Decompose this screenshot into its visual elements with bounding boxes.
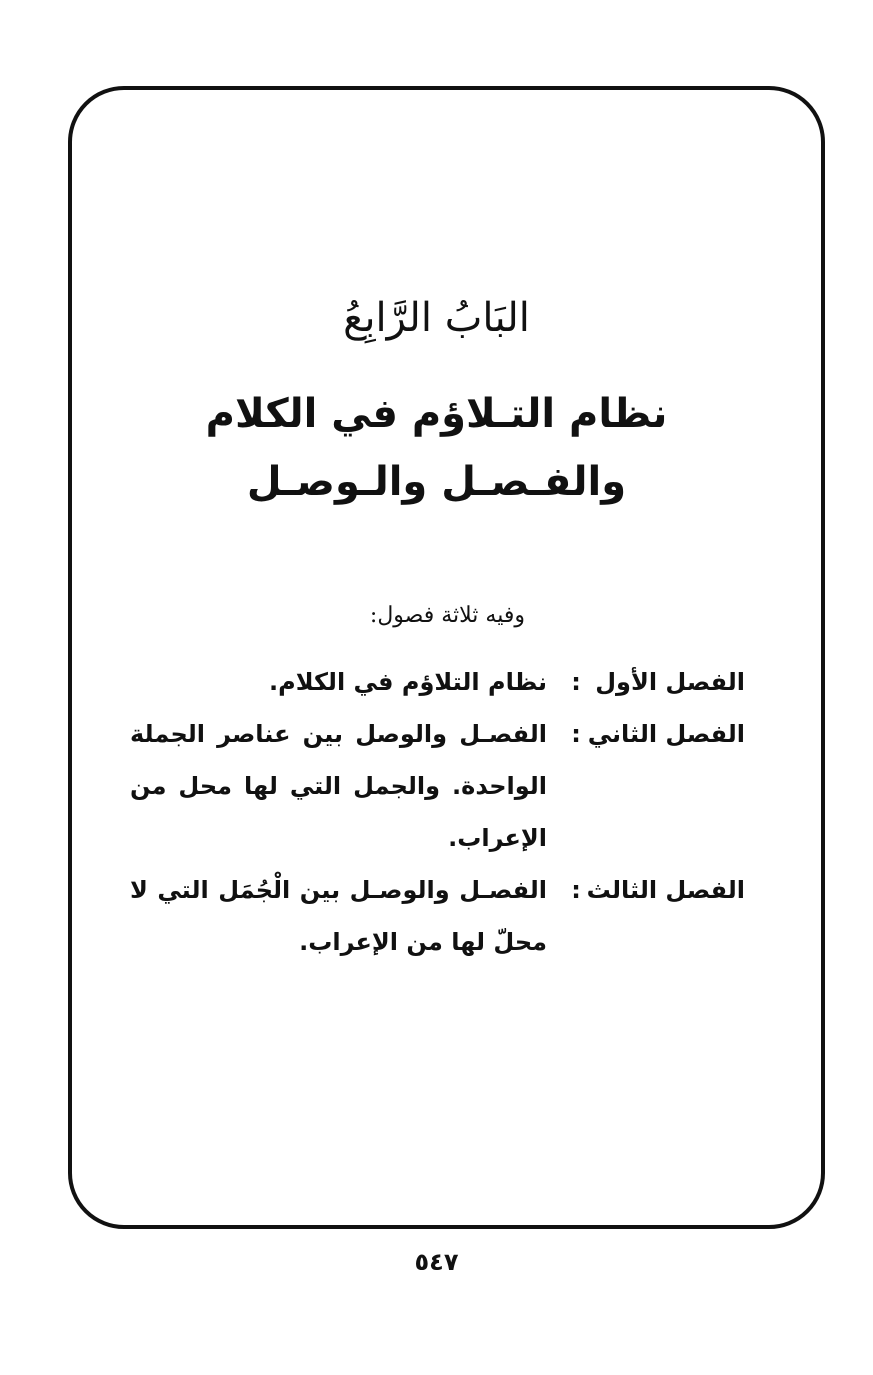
section-name: الفصل الثاني <box>587 720 745 748</box>
chapter-title-line-1: نظام التـلاؤم في الكلام <box>205 391 668 437</box>
page-number: ٥٤٧ <box>414 1248 459 1276</box>
section-row <box>130 708 745 864</box>
section-colon: : <box>571 720 581 748</box>
section-name: الفصل الأول <box>595 668 745 696</box>
section-row <box>130 864 745 968</box>
section-row <box>130 656 745 708</box>
section-description: الفصـل والوصل بين عناصر الجملة الواحدة. والجمل التي لها محل من الإعراب. <box>130 720 547 852</box>
sections-list <box>130 656 745 968</box>
intro-text: وفيه ثلاثة فصول: <box>369 603 525 628</box>
section-description: الفصـل والوصـل بين الْجُمَل التي لا محلّ لها من الإعراب. <box>130 876 547 956</box>
chapter-label: البَابُ الرَّابِعُ <box>343 295 530 341</box>
chapter-title-line-2: والفـصـل والـوصـل <box>246 459 627 505</box>
section-description: نظام التلاؤم في الكلام. <box>269 668 547 696</box>
section-name: الفصل الثالث <box>586 876 745 904</box>
section-colon: : <box>571 668 581 696</box>
section-colon: : <box>571 876 581 904</box>
